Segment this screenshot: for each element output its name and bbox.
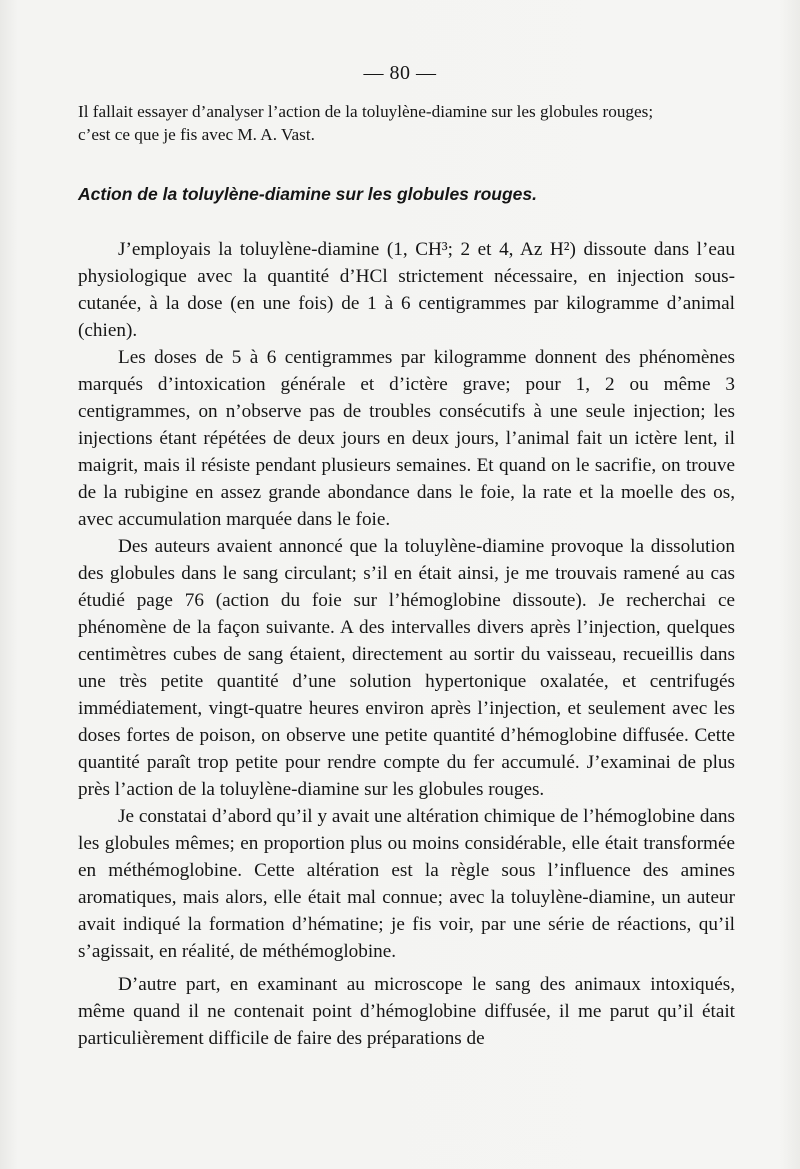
paragraph: Je constatai d’abord qu’il y avait une altération chimique de l’hémoglobine dans les globules mêmes; en proportion plus ou moins considérable, elle était transformée en méthémoglobine. Cette altération est la règle sous l’influence des amines aromatiques, mais alors, elle était mal connue; avec la toluylène-diamine, un auteur avait indiqué la formation d’hématine; je fis voir, par une série de réactions, qu’il s’agissait, en réalité, de méthémoglobine. (78, 806, 735, 962)
intro-line: Il fallait essayer d’analyser l’action de la toluylène-diamine sur les globules rouges; (78, 102, 654, 121)
paragraph: J’employais la toluylène-diamine (1, CH³; 2 et 4, Az H²) dissoute dans l’eau physiologique avec la quantité d’HCl strictement nécessaire, en injection sous-cutanée, à la dose (en une fois) de 1 à 6 centigrammes par kilogramme d’animal (chien). (78, 239, 735, 341)
intro-line: c’est ce que je fis avec M. A. Vast. (78, 125, 315, 144)
paragraph: D’autre part, en examinant au microscope le sang des animaux intoxiqués, même quand il ne contenait point d’hémoglobine diffusée, il me parut qu’il était particulièrement difficile de faire des préparations de (78, 974, 735, 1049)
page-number: — 80 — (363, 62, 437, 84)
body-text (78, 236, 735, 1052)
intro-text (78, 100, 735, 146)
paragraph: Les doses de 5 à 6 centigrammes par kilogramme donnent des phénomènes marqués d’intoxication générale et d’ictère grave; pour 1, 2 ou même 3 centigrammes, on n’observe pas de troubles consécutifs à une seule injection; les injections étant répétées de deux jours en deux jours, l’animal fait un ictère lent, il maigrit, mais il résiste pendant plusieurs semaines. Et quand on le sacrifie, on trouve de la rubigine en assez grande abondance dans le foie, la rate et la moelle des os, avec accumulation marquée dans le foie. (78, 347, 735, 530)
section-heading: Action de la toluylène-diamine sur les globules rouges. (78, 184, 537, 204)
paragraph: Des auteurs avaient annoncé que la toluylène-diamine provoque la dissolution des globules dans le sang circulant; s’il en était ainsi, je me trouvais ramené au cas étudié page 76 (action du foie sur l’hémoglobine dissoute). Je recherchai ce phénomène de la façon suivante. A des intervalles divers après l’injection, quelques centimètres cubes de sang étaient, directement au sortir du vaisseau, recueillis dans une très petite quantité d’une solution hypertonique oxalatée, et centrifugés immédiatement, vingt-quatre heures environ après l’injection, et seulement avec les doses fortes de poison, on observe une petite quantité d’hémoglobine diffusée. Cette quantité paraît trop petite pour rendre compte du fer accumulé. J’examinai de plus près l’action de la toluylène-diamine sur les globules rouges. (78, 536, 735, 800)
